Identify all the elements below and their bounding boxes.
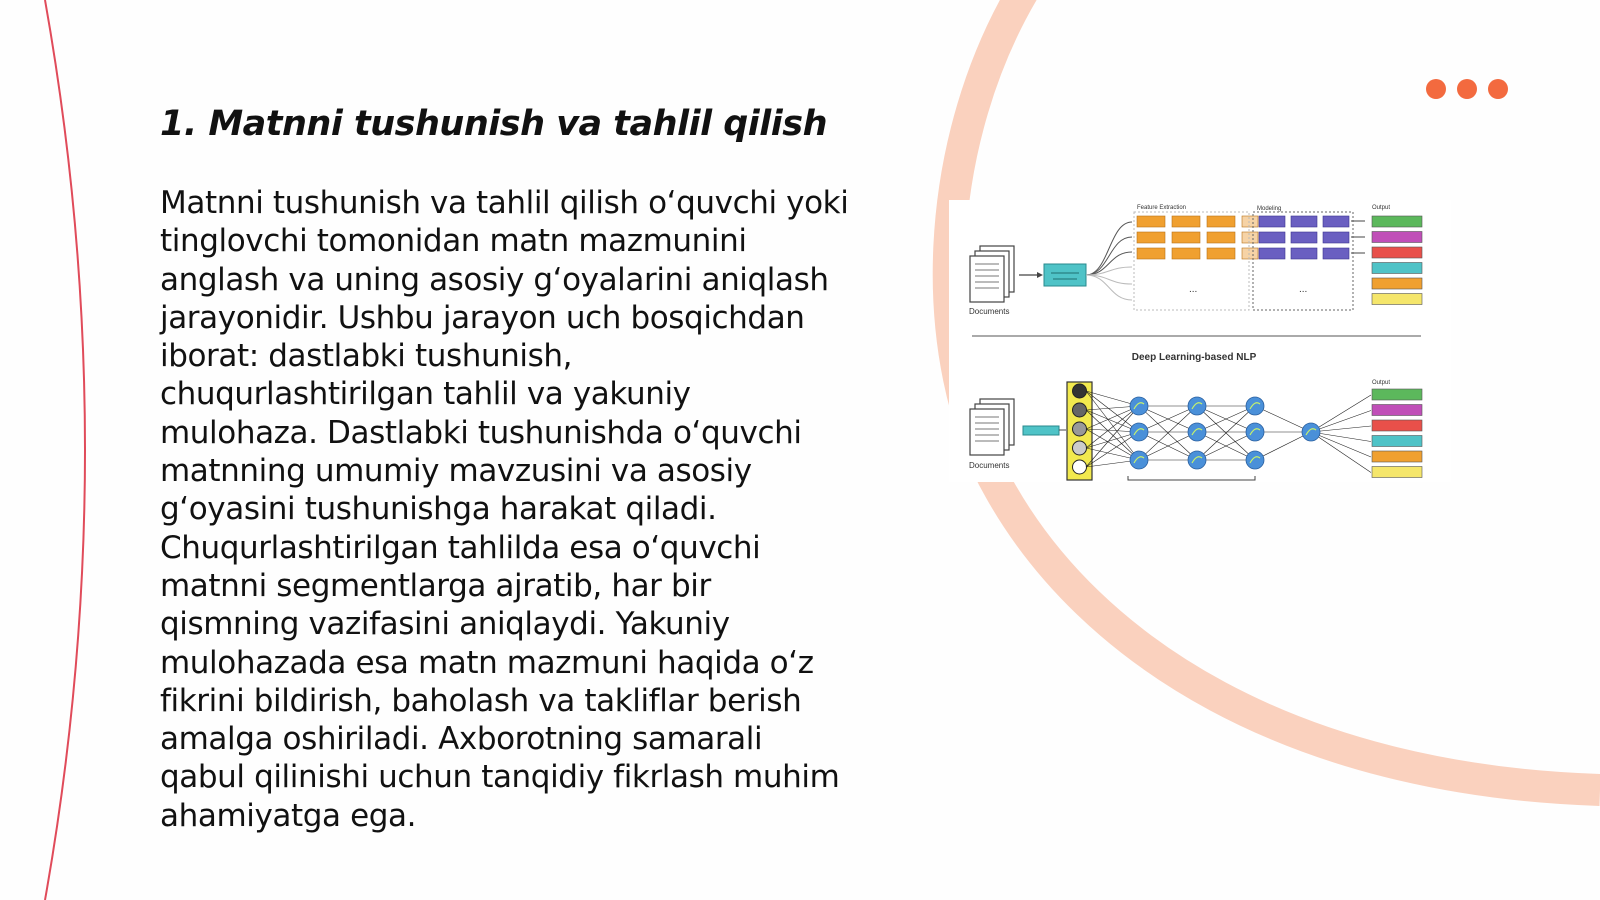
hidden-node [1130,423,1148,441]
hidden-node [1188,397,1206,415]
feature-branch-lines [1086,222,1132,300]
preprocess-box [1044,264,1086,286]
bottom-documents-icon [970,399,1014,455]
edge [1311,432,1371,457]
output-box [1372,389,1422,400]
output-box [1372,278,1422,289]
feature-box [1242,232,1258,243]
input-node [1073,460,1087,474]
hidden-layers-bracket [1128,476,1255,480]
arrow-head-icon [1037,272,1043,278]
hidden-node [1246,397,1264,415]
output-box [1372,263,1422,274]
output-box [1372,467,1422,478]
bottom-output-boxes [1372,389,1422,478]
output-box [1372,247,1422,258]
feature-box [1137,248,1165,259]
feature-box [1207,232,1235,243]
hidden-layer-nodes [1130,397,1320,469]
model-box [1291,216,1317,227]
modeling-grid [1259,216,1365,259]
feature-box [1172,216,1200,227]
modeling-label: Modeling [1257,206,1282,212]
model-box [1291,248,1317,259]
model-box [1323,216,1349,227]
branch-line [1086,275,1132,300]
hidden-node [1130,451,1148,469]
output-box [1372,294,1422,305]
output-node [1302,423,1320,441]
output-box [1372,436,1422,447]
bottom-output-label: Output [1372,380,1391,386]
left-red-curve [45,0,85,900]
hidden-node [1246,451,1264,469]
feature-box [1172,232,1200,243]
edge [1311,432,1371,473]
feature-extraction-grid [1137,216,1258,259]
feature-stage-label: Feature Extraction [1137,205,1187,211]
model-box [1291,232,1317,243]
decorative-dots [1426,79,1508,99]
hidden-node [1246,423,1264,441]
feature-box [1207,216,1235,227]
output-box [1372,232,1422,243]
dot-icon [1426,79,1446,99]
nlp-pipeline-diagram [949,200,1451,482]
nlp-pipeline-figure [949,200,1451,482]
embedding-box [1023,426,1059,435]
top-documents-label: Documents [969,307,1010,316]
ellipsis-left: ... [1189,284,1198,295]
top-output-label: Output [1372,205,1391,211]
bottom-documents-label: Documents [969,461,1010,470]
hidden-node [1130,397,1148,415]
input-node [1073,422,1087,436]
branch-line [1086,237,1132,275]
feature-box [1137,232,1165,243]
section-title: Deep Learning-based NLP [1131,352,1257,363]
feature-box [1242,248,1258,259]
model-box [1323,248,1349,259]
input-node [1073,403,1087,417]
feature-box [1242,216,1258,227]
output-box [1372,216,1422,227]
dot-icon [1457,79,1477,99]
hidden-node [1188,451,1206,469]
model-box [1259,248,1285,259]
input-node [1073,384,1087,398]
input-node [1073,441,1087,455]
feature-box [1172,248,1200,259]
output-box [1372,420,1422,431]
dot-icon [1488,79,1508,99]
hidden-node [1188,423,1206,441]
slide-body-text: Matnni tushunish va tahlil qilish o‘quvchi yoki tinglovchi tomonidan matn mazmunini anglash va uning asosiy g‘oyalarini aniqlash jarayonidir. Ushbu jarayon uch bosqichdan iborat: dastlabki tushunish, chuqurlashtirilgan tahlil va yakuniy mulohaza. Dastlabki tushunishda o‘quvchi matnning umumiy mavzusini va asosiy g‘oyasini tushunishga harakat qiladi. Chuqurlashtirilgan tahlilda esa o‘quvchi matnni segmentlarga ajratib, har bir qismning vazifasini aniqlaydi. Yakuniy mulohazada esa matn mazmuni haqida o‘z fikrini bildirish, baholash va takliflar berish amalga oshiriladi. Axborotning samarali qabul qilinishi uchun tanqidiy fikrlash muhim ahamiyatga ega. [160,185,849,834]
feature-box [1137,216,1165,227]
ellipsis-right: ... [1299,284,1308,295]
output-box [1372,405,1422,416]
model-box [1259,216,1285,227]
output-box [1372,451,1422,462]
slide-title: 1. Matnni tushunish va tahlil qilish [160,104,828,144]
top-output-boxes [1372,216,1422,305]
network-edges [1086,391,1371,473]
top-documents-icon [970,246,1014,302]
model-box [1323,232,1349,243]
feature-box [1207,248,1235,259]
model-box [1259,232,1285,243]
